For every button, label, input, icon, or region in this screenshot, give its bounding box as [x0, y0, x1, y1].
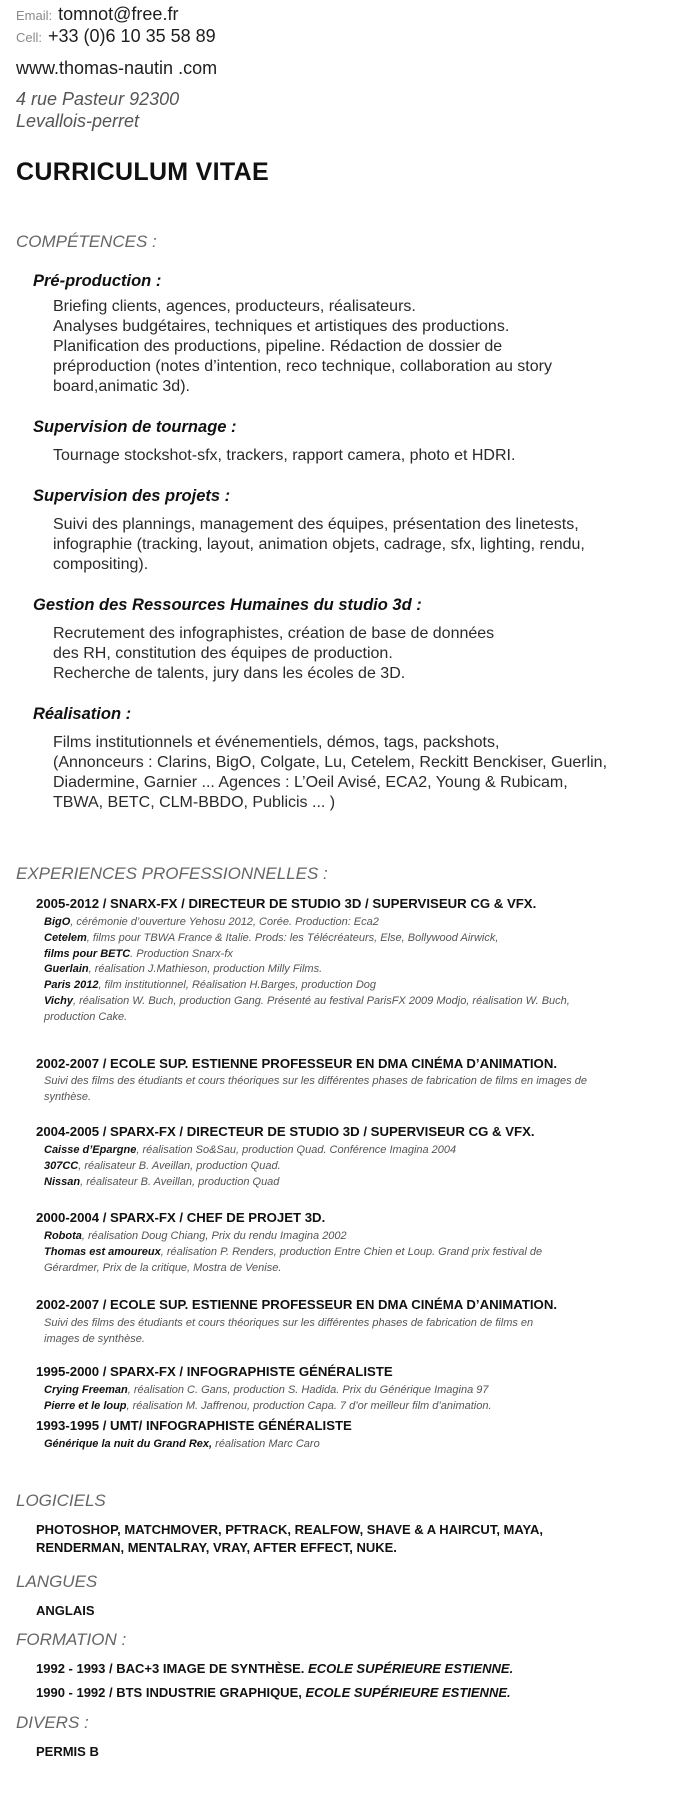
- experience-line: Guerlain, réalisation J.Mathieson, production Milly Films.: [44, 963, 323, 976]
- skill-line: Briefing clients, agences, producteurs, réalisateurs.: [53, 298, 416, 315]
- skill-heading: Supervision des projets :: [33, 487, 231, 505]
- experience-line: Vichy, réalisation W. Buch, production Gang. Présenté au festival ParisFX 2009 Modjo, réalisation W. Buch,: [44, 994, 570, 1007]
- skill-line: Recherche de talents, jury dans les écoles de 3D.: [53, 665, 406, 682]
- experience-line: Suivi des films des étudiants et cours théoriques sur les différentes phases de fabrication de films en: [44, 1317, 534, 1329]
- skill-line: board,animatic 3d).: [53, 378, 190, 395]
- skill-description: [53, 733, 693, 813]
- experience-line: Gérardmer, Prix de la critique, Mostra de Venise.: [44, 1261, 282, 1274]
- experience-details: [44, 1383, 694, 1415]
- skill-line: Suivi des plannings, management des équipes, présentation des linetests,: [53, 516, 579, 533]
- experience-line: Cetelem, films pour TBWA France & Italie. Prods: les Télécréateurs, Else, Bollywood Airwick,: [44, 931, 499, 944]
- experience-line: images de synthèse.: [44, 1332, 145, 1345]
- software-list: [36, 1521, 543, 1557]
- experience-line: films pour BETC. Production Snarx-fx: [44, 947, 233, 960]
- experience-details: [44, 1074, 694, 1106]
- address: [16, 88, 179, 132]
- website-link[interactable]: www.thomas-nautin .com: [16, 58, 218, 78]
- experience-details: [44, 915, 694, 1026]
- skill-description: [53, 624, 693, 684]
- skill-line: Diadermine, Garnier ... Agences : L’Oeil Avisé, ECA2, Young & Rubicam,: [53, 774, 568, 791]
- experience-details: [44, 1229, 694, 1276]
- address-line: Levallois-perret: [16, 111, 140, 131]
- experience-line: Suivi des films des étudiants et cours théoriques sur les différentes phases de fabrication de films en images de: [44, 1075, 587, 1087]
- email-row: [16, 4, 216, 26]
- experience-line: Robota, réalisation Doug Chiang, Prix du rendu Imagina 2002: [44, 1230, 347, 1242]
- section-title-langues: LANGUES: [16, 1572, 98, 1591]
- language-value: ANGLAIS: [36, 1603, 95, 1618]
- skill-line: Planification des productions, pipeline. Rédaction de dossier de: [53, 338, 503, 355]
- experience-line: Paris 2012, film institutionnel, Réalisation H.Barges, production Dog: [44, 979, 377, 992]
- cell-value: +33 (0)6 10 35 58 89: [48, 26, 216, 46]
- skill-heading: Réalisation :: [33, 705, 132, 723]
- experience-heading: 2005-2012 / SNARX-FX / DIRECTEUR DE STUDIO 3D / SUPERVISEUR CG & VFX.: [36, 896, 537, 911]
- email-value[interactable]: tomnot@free.fr: [58, 4, 179, 24]
- experience-line: Crying Freeman, réalisation C. Gans, production S. Hadida. Prix du Générique Imagina 97: [44, 1384, 489, 1396]
- skill-description: [53, 515, 693, 575]
- experience-details: [44, 1143, 694, 1190]
- experience-line: synthèse.: [44, 1090, 92, 1103]
- section-title-divers: DIVERS :: [16, 1713, 89, 1732]
- contact-block: [16, 4, 216, 48]
- skill-line: Recrutement des infographistes, création de base de données: [53, 625, 495, 642]
- formation-item: 1990 - 1992 / BTS INDUSTRIE GRAPHIQUE, ECOLE SUPÉRIEURE ESTIENNE.: [36, 1685, 511, 1700]
- skill-line: Tournage stockshot-sfx, trackers, rapport camera, photo et HDRI.: [53, 447, 516, 464]
- section-title-formation: FORMATION :: [16, 1630, 127, 1649]
- skill-line: Analyses budgétaires, techniques et artistiques des productions.: [53, 318, 510, 335]
- formation-item: 1992 - 1993 / BAC+3 IMAGE DE SYNTHÈSE. ECOLE SUPÉRIEURE ESTIENNE.: [36, 1661, 514, 1676]
- email-label: Email:: [16, 8, 53, 23]
- page-title: CURRICULUM VITAE: [16, 158, 269, 186]
- experience-line: 307CC, réalisateur B. Aveillan, production Quad.: [44, 1159, 281, 1172]
- skill-line: (Annonceurs : Clarins, BigO, Colgate, Lu, Cetelem, Reckitt Benckiser, Guerlin,: [53, 754, 608, 771]
- software-line: RENDERMAN, MENTALRAY, VRAY, AFTER EFFECT, NUKE.: [36, 1540, 397, 1555]
- experience-heading: 1993-1995 / UMT/ INFOGRAPHISTE GÉNÉRALISTE: [36, 1418, 352, 1433]
- skill-line: TBWA, BETC, CLM-BBDO, Publicis ... ): [53, 794, 336, 811]
- experience-heading: 1995-2000 / SPARX-FX / INFOGRAPHISTE GÉNÉRALISTE: [36, 1364, 393, 1379]
- cell-label: Cell:: [16, 30, 43, 45]
- skill-line: Films institutionnels et événementiels, démos, tags, packshots,: [53, 734, 500, 751]
- experience-heading: 2002-2007 / ECOLE SUP. ESTIENNE PROFESSEUR EN DMA CINÉMA D’ANIMATION.: [36, 1056, 558, 1071]
- skill-heading: Gestion des Ressources Humaines du studio 3d :: [33, 596, 422, 614]
- experience-line: Nissan, réalisateur B. Aveillan, production Quad: [44, 1175, 280, 1188]
- skill-line: infographie (tracking, layout, animation objets, cadrage, sfx, lighting, rendu,: [53, 536, 585, 553]
- experience-heading: 2000-2004 / SPARX-FX / CHEF DE PROJET 3D.: [36, 1210, 326, 1225]
- skill-description: [53, 446, 693, 466]
- section-title-competences: COMPÉTENCES :: [16, 232, 157, 251]
- experience-details: [44, 1316, 694, 1348]
- experience-details: [44, 1437, 694, 1453]
- address-line: 4 rue Pasteur 92300: [16, 89, 180, 109]
- experience-line: Générique la nuit du Grand Rex, réalisation Marc Caro: [44, 1438, 320, 1450]
- skill-line: des RH, constitution des équipes de production.: [53, 645, 393, 662]
- cell-row: [16, 26, 216, 48]
- skill-heading: Supervision de tournage :: [33, 418, 237, 436]
- experience-heading: 2002-2007 / ECOLE SUP. ESTIENNE PROFESSEUR EN DMA CINÉMA D’ANIMATION.: [36, 1297, 558, 1312]
- skill-line: préproduction (notes d’intention, reco technique, collaboration au story: [53, 358, 552, 375]
- experience-line: BigO, cérémonie d’ouverture Yehosu 2012, Corée. Production: Eca2: [44, 916, 379, 928]
- divers-value: PERMIS B: [36, 1744, 99, 1759]
- experience-line: Caisse d’Epargne, réalisation So&Sau, production Quad. Conférence Imagina 2004: [44, 1144, 457, 1156]
- skill-description: [53, 297, 693, 397]
- section-title-logiciels: LOGICIELS: [16, 1491, 106, 1510]
- section-title-experiences: EXPERIENCES PROFESSIONNELLES :: [16, 864, 328, 883]
- experience-line: Thomas est amoureux, réalisation P. Renders, production Entre Chien et Loup. Grand prix festival de: [44, 1245, 543, 1258]
- skill-line: compositing).: [53, 556, 149, 573]
- skill-heading: Pré-production :: [33, 272, 162, 290]
- experience-heading: 2004-2005 / SPARX-FX / DIRECTEUR DE STUDIO 3D / SUPERVISEUR CG & VFX.: [36, 1124, 535, 1139]
- experience-line: Pierre et le loup, réalisation M. Jaffrenou, production Capa. 7 d’or meilleur film d’animation.: [44, 1399, 492, 1412]
- experience-line: production Cake.: [44, 1010, 128, 1023]
- software-line: PHOTOSHOP, MATCHMOVER, PFTRACK, REALFOW, SHAVE & A HAIRCUT, MAYA,: [36, 1522, 544, 1537]
